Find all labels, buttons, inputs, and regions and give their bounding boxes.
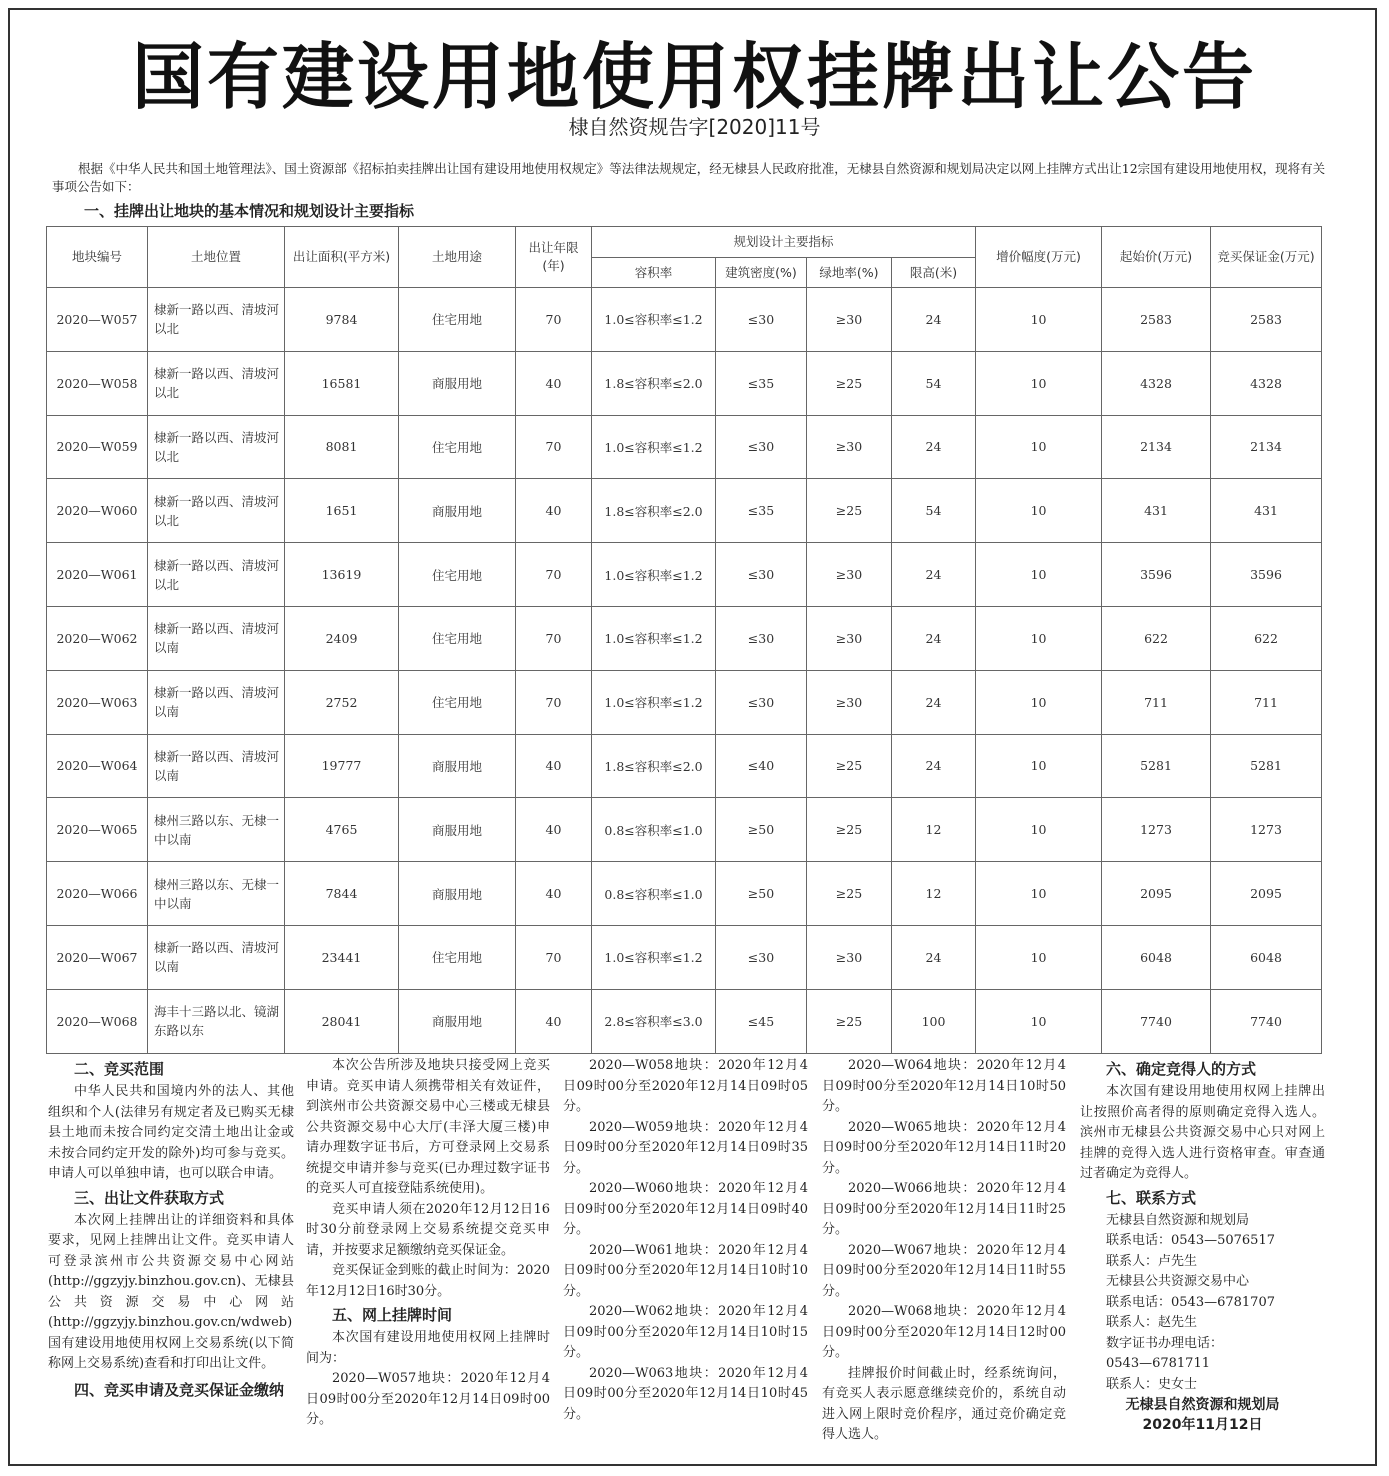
cell-term: 70	[516, 606, 592, 670]
header-green: 绿地率(%)	[807, 258, 892, 288]
cell-far: 1.0≤容积率≤1.2	[592, 543, 716, 607]
cell-deposit: 2583	[1211, 288, 1322, 352]
cell-density: ≤30	[716, 606, 807, 670]
cell-use: 住宅用地	[399, 606, 516, 670]
header-increment: 增价幅度(万元)	[976, 227, 1102, 288]
cell-area: 7844	[285, 862, 399, 926]
cell-deposit: 622	[1211, 606, 1322, 670]
cell-increment: 10	[976, 734, 1102, 798]
cell-location: 棣新一路以西、清坡河以北	[148, 543, 285, 607]
cell-area: 8081	[285, 415, 399, 479]
cell-far: 1.8≤容积率≤2.0	[592, 479, 716, 543]
table-row	[47, 798, 1322, 862]
cell-term: 70	[516, 925, 592, 989]
cell-increment: 10	[976, 862, 1102, 926]
schedule-w067: 2020—W067地块：2020年12月4日09时00分至2020年12月14日11时55分。	[822, 1242, 1066, 1299]
cell-start-price: 2134	[1102, 415, 1211, 479]
section5-text: 本次国有建设用地使用权网上挂牌时间为：	[306, 1330, 550, 1366]
cell-density: ≤30	[716, 415, 807, 479]
schedule-w066: 2020—W066地块：2020年12月4日09时00分至2020年12月14日11时25分。	[822, 1181, 1066, 1237]
schedule-w061: 2020—W061地块：2020年12月4日09时00分至2020年12月14日10时10分。	[563, 1242, 808, 1299]
cell-green: ≥30	[807, 415, 892, 479]
section6-heading: 六、确定竞得人的方式	[1106, 1060, 1257, 1078]
cell-parcel-no: 2020—W060	[47, 479, 148, 543]
contact-line: 无棣县自然资源和规划局	[1106, 1212, 1250, 1228]
cell-height: 24	[892, 670, 976, 734]
cell-far: 1.0≤容积率≤1.2	[592, 606, 716, 670]
cell-parcel-no: 2020—W058	[47, 351, 148, 415]
cell-deposit: 2095	[1211, 862, 1322, 926]
signature-date: 2020年11月12日	[1142, 1417, 1263, 1433]
table-row	[47, 288, 1322, 352]
schedule-w059: 2020—W059地块：2020年12月4日09时00分至2020年12月14日09时35分。	[563, 1119, 808, 1176]
cell-height: 54	[892, 479, 976, 543]
cell-term: 40	[516, 351, 592, 415]
column-4	[822, 1056, 1066, 1446]
cell-far: 1.0≤容积率≤1.2	[592, 670, 716, 734]
cell-location: 棣新一路以西、清坡河以南	[148, 670, 285, 734]
header-term: 出让年限(年)	[516, 227, 592, 288]
cell-parcel-no: 2020—W065	[47, 798, 148, 862]
bidding-rule-text: 挂牌报价时间截止时，经系统询问，有竞买人表示愿意继续竞价的，系统自动进入网上限时竞价程序，通过竞价确定竞得人选人。	[822, 1365, 1066, 1442]
cell-start-price: 711	[1102, 670, 1211, 734]
cell-green: ≥30	[807, 925, 892, 989]
cell-area: 16581	[285, 351, 399, 415]
header-deposit: 竞买保证金(万元)	[1211, 227, 1322, 288]
contact-line: 联系电话：0543—5076517	[1106, 1233, 1275, 1248]
table-row	[47, 415, 1322, 479]
cell-parcel-no: 2020—W066	[47, 862, 148, 926]
cell-use: 住宅用地	[399, 670, 516, 734]
cell-use: 住宅用地	[399, 543, 516, 607]
cell-far: 1.8≤容积率≤2.0	[592, 351, 716, 415]
cell-far: 1.0≤容积率≤1.2	[592, 288, 716, 352]
cell-deposit: 3596	[1211, 543, 1322, 607]
cell-green: ≥25	[807, 479, 892, 543]
header-location: 土地位置	[148, 227, 285, 288]
cell-height: 100	[892, 989, 976, 1053]
cell-parcel-no: 2020—W067	[47, 925, 148, 989]
cell-density: ≤45	[716, 989, 807, 1053]
contact-line: 0543—6781711	[1106, 1356, 1210, 1371]
cell-parcel-no: 2020—W062	[47, 606, 148, 670]
cell-green: ≥25	[807, 798, 892, 862]
table-row	[47, 543, 1322, 607]
cell-green: ≥30	[807, 543, 892, 607]
cell-density: ≤30	[716, 543, 807, 607]
cell-green: ≥25	[807, 862, 892, 926]
cell-term: 70	[516, 670, 592, 734]
cell-term: 40	[516, 479, 592, 543]
header-height: 限高(米)	[892, 258, 976, 288]
cell-density: ≤30	[716, 288, 807, 352]
table-row	[47, 989, 1322, 1053]
header-area: 出让面积(平方米)	[285, 227, 399, 288]
cell-location: 海丰十三路以北、镜湖东路以东	[148, 989, 285, 1053]
cell-green: ≥30	[807, 606, 892, 670]
cell-height: 24	[892, 543, 976, 607]
cell-term: 70	[516, 415, 592, 479]
cell-deposit: 431	[1211, 479, 1322, 543]
cell-green: ≥25	[807, 734, 892, 798]
cell-term: 40	[516, 734, 592, 798]
cell-start-price: 4328	[1102, 351, 1211, 415]
contact-line: 数字证书办理电话：	[1106, 1335, 1224, 1351]
cell-use: 商服用地	[399, 734, 516, 798]
cell-density: ≤30	[716, 670, 807, 734]
intro-paragraph: 根据《中华人民共和国土地管理法》、国土资源部《招标拍卖挂牌出让国有建设用地使用权规定》等法律法规规定，经无棣县人民政府批准，无棣县自然资源和规划局决定以网上挂牌方式出让12宗国有建设用地使用权，现将有关事项公告如下：	[52, 161, 1326, 194]
cell-increment: 10	[976, 415, 1102, 479]
cell-parcel-no: 2020—W063	[47, 670, 148, 734]
cell-deposit: 1273	[1211, 798, 1322, 862]
cell-deposit: 7740	[1211, 989, 1322, 1053]
cell-far: 0.8≤容积率≤1.0	[592, 798, 716, 862]
cell-increment: 10	[976, 351, 1102, 415]
cell-parcel-no: 2020—W059	[47, 415, 148, 479]
header-far: 容积率	[592, 258, 716, 288]
section3-text: 本次网上挂牌出让的详细资料和具体要求，见网上挂牌出让文件。竞买申请人可登录滨州市公共资源交易中心网站(http://ggzyjy.binzhou.gov.cn)、无棣县公共资源交易中心网站(http://ggzyjy.binzhou.gov.cn/wdweb)国有建设用地使用权网上交易系统(以下简称网上交易系统)查看和打印出让文件。	[48, 1212, 294, 1371]
cell-parcel-no: 2020—W061	[47, 543, 148, 607]
cell-area: 13619	[285, 543, 399, 607]
cell-start-price: 2095	[1102, 862, 1211, 926]
section2-text: 中华人民共和国境内外的法人、其他组织和个人(法律另有规定者及已购买无棣县土地而未按合同约定交清土地出让金或未按合同约定开发的除外)均可参与竞买。申请人可以单独申请，也可以联合申请。	[48, 1084, 294, 1181]
cell-green: ≥30	[807, 288, 892, 352]
cell-far: 1.8≤容积率≤2.0	[592, 734, 716, 798]
cell-height: 24	[892, 925, 976, 989]
cell-start-price: 2583	[1102, 288, 1211, 352]
cell-density: ≥50	[716, 798, 807, 862]
cell-location: 棣新一路以西、清坡河以北	[148, 288, 285, 352]
cell-increment: 10	[976, 543, 1102, 607]
schedule-w057: 2020—W057地块：2020年12月4日09时00分至2020年12月14日09时00分。	[306, 1371, 550, 1427]
cell-location: 棣新一路以西、清坡河以北	[148, 351, 285, 415]
cell-far: 1.0≤容积率≤1.2	[592, 415, 716, 479]
header-planning-group: 规划设计主要指标	[592, 227, 976, 258]
table-row	[47, 670, 1322, 734]
schedule-w064: 2020—W064地块：2020年12月4日09时00分至2020年12月14日10时50分。	[822, 1058, 1066, 1114]
cell-deposit: 711	[1211, 670, 1322, 734]
cell-area: 9784	[285, 288, 399, 352]
header-density: 建筑密度(%)	[716, 258, 807, 288]
column-3	[563, 1056, 808, 1425]
cell-increment: 10	[976, 925, 1102, 989]
cell-term: 40	[516, 798, 592, 862]
contact-list	[1080, 1211, 1325, 1396]
cell-far: 1.0≤容积率≤1.2	[592, 925, 716, 989]
column-1	[48, 1056, 294, 1403]
cell-increment: 10	[976, 798, 1102, 862]
cell-area: 1651	[285, 479, 399, 543]
table-row	[47, 479, 1322, 543]
table-row	[47, 351, 1322, 415]
cell-term: 70	[516, 543, 592, 607]
section4-text-3: 竞买保证金到账的截止时间为：2020年12月12日16时30分。	[306, 1263, 550, 1299]
cell-location: 棣新一路以西、清坡河以北	[148, 479, 285, 543]
cell-start-price: 5281	[1102, 734, 1211, 798]
cell-parcel-no: 2020—W064	[47, 734, 148, 798]
table-row	[47, 606, 1322, 670]
cell-deposit: 5281	[1211, 734, 1322, 798]
cell-start-price: 6048	[1102, 925, 1211, 989]
column-5	[1080, 1056, 1325, 1435]
cell-far: 2.8≤容积率≤3.0	[592, 989, 716, 1053]
cell-increment: 10	[976, 606, 1102, 670]
contact-line: 联系人：赵先生	[1106, 1315, 1198, 1330]
contact-line: 联系人：卢先生	[1106, 1253, 1198, 1269]
signature-issuer: 无棣县自然资源和规划局	[1125, 1397, 1280, 1413]
cell-use: 住宅用地	[399, 415, 516, 479]
cell-area: 4765	[285, 798, 399, 862]
cell-height: 54	[892, 351, 976, 415]
cell-use: 住宅用地	[399, 288, 516, 352]
cell-height: 12	[892, 862, 976, 926]
cell-area: 19777	[285, 734, 399, 798]
cell-location: 棣新一路以西、清坡河以北	[148, 415, 285, 479]
cell-location: 棣州三路以东、无棣一中以南	[148, 862, 285, 926]
cell-increment: 10	[976, 288, 1102, 352]
section4-heading: 四、竞买申请及竞买保证金缴纳	[74, 1380, 285, 1399]
section2-heading: 二、竞买范围	[74, 1060, 165, 1078]
cell-start-price: 1273	[1102, 798, 1211, 862]
contact-line: 无棣县公共资源交易中心	[1106, 1274, 1250, 1289]
notice-title: 国有建设用地使用权挂牌出让公告	[131, 35, 1257, 119]
cell-start-price: 431	[1102, 479, 1211, 543]
contact-line: 联系电话：0543—6781707	[1106, 1294, 1275, 1310]
schedule-w068: 2020—W068地块：2020年12月4日09时00分至2020年12月14日12时00分。	[822, 1304, 1066, 1360]
schedule-w058: 2020—W058地块：2020年12月4日09时00分至2020年12月14日09时05分。	[563, 1058, 808, 1114]
cell-green: ≥25	[807, 989, 892, 1053]
cell-far: 0.8≤容积率≤1.0	[592, 862, 716, 926]
header-parcel-no: 地块编号	[47, 227, 148, 288]
cell-density: ≤35	[716, 479, 807, 543]
cell-start-price: 7740	[1102, 989, 1211, 1053]
section1-heading: 一、挂牌出让地块的基本情况和规划设计主要指标	[84, 202, 415, 220]
cell-height: 24	[892, 415, 976, 479]
cell-density: ≥50	[716, 862, 807, 926]
cell-density: ≤40	[716, 734, 807, 798]
cell-use: 商服用地	[399, 862, 516, 926]
cell-use: 商服用地	[399, 989, 516, 1053]
cell-location: 棣州三路以东、无棣一中以南	[148, 798, 285, 862]
cell-area: 28041	[285, 989, 399, 1053]
cell-start-price: 622	[1102, 606, 1211, 670]
cell-increment: 10	[976, 479, 1102, 543]
cell-height: 24	[892, 734, 976, 798]
cell-term: 40	[516, 989, 592, 1053]
table-row	[47, 734, 1322, 798]
header-start-price: 起始价(万元)	[1102, 227, 1211, 288]
cell-density: ≤35	[716, 351, 807, 415]
cell-start-price: 3596	[1102, 543, 1211, 607]
cell-location: 棣新一路以西、清坡河以南	[148, 734, 285, 798]
column-2	[306, 1056, 550, 1431]
schedule-w060: 2020—W060地块：2020年12月4日09时00分至2020年12月14日09时40分。	[563, 1181, 808, 1237]
cell-height: 12	[892, 798, 976, 862]
cell-green: ≥30	[807, 670, 892, 734]
cell-use: 商服用地	[399, 351, 516, 415]
section7-heading: 七、联系方式	[1106, 1188, 1197, 1207]
land-parcel-table	[46, 226, 1322, 1054]
cell-area: 2409	[285, 606, 399, 670]
cell-location: 棣新一路以西、清坡河以南	[148, 925, 285, 989]
schedule-w065: 2020—W065地块：2020年12月4日09时00分至2020年12月14日11时20分。	[822, 1119, 1066, 1176]
cell-use: 商服用地	[399, 798, 516, 862]
cell-height: 24	[892, 606, 976, 670]
schedule-w062: 2020—W062地块：2020年12月4日09时00分至2020年12月14日10时15分。	[563, 1304, 808, 1360]
cell-deposit: 6048	[1211, 925, 1322, 989]
section6-text: 本次国有建设用地使用权网上挂牌出让按照价高者得的原则确定竞得入选人。滨州市无棣县公共资源交易中心只对网上挂牌的竞得入选人进行资格审查。审查通过者确定为竞得人。	[1080, 1084, 1325, 1181]
header-use: 土地用途	[399, 227, 516, 288]
section5-heading: 五、网上挂牌时间	[332, 1306, 453, 1324]
cell-deposit: 2134	[1211, 415, 1322, 479]
cell-area: 2752	[285, 670, 399, 734]
cell-parcel-no: 2020—W068	[47, 989, 148, 1053]
section3-heading: 三、出让文件获取方式	[74, 1188, 225, 1207]
cell-parcel-no: 2020—W057	[47, 288, 148, 352]
cell-height: 24	[892, 288, 976, 352]
section4-text-1: 本次公告所涉及地块只接受网上竞买申请。竞买申请人须携带相关有效证件，到滨州市公共资源交易中心三楼或无棣县公共资源交易中心大厅(丰泽大厦三楼)申请办理数字证书后，方可登录网上交易系统提交申请并参与竞买(已办理过数字证书的竞买人可直接登陆系统使用)。	[306, 1058, 550, 1196]
cell-area: 23441	[285, 925, 399, 989]
cell-use: 住宅用地	[399, 925, 516, 989]
cell-use: 商服用地	[399, 479, 516, 543]
table-row	[47, 862, 1322, 926]
document-number: 棣自然资规告字[2020]11号	[568, 115, 821, 139]
schedule-w063: 2020—W063地块：2020年12月4日09时00分至2020年12月14日10时45分。	[563, 1365, 808, 1422]
cell-increment: 10	[976, 989, 1102, 1053]
contact-line: 联系人：史女士	[1106, 1376, 1198, 1392]
cell-density: ≤30	[716, 925, 807, 989]
section4-text-2: 竞买申请人须在2020年12月12日16时30分前登录网上交易系统提交竞买申请，并按要求足额缴纳竞买保证金。	[306, 1201, 550, 1258]
cell-location: 棣新一路以西、清坡河以南	[148, 606, 285, 670]
cell-deposit: 4328	[1211, 351, 1322, 415]
table-row	[47, 925, 1322, 989]
cell-term: 70	[516, 288, 592, 352]
cell-green: ≥25	[807, 351, 892, 415]
cell-term: 40	[516, 862, 592, 926]
cell-increment: 10	[976, 670, 1102, 734]
